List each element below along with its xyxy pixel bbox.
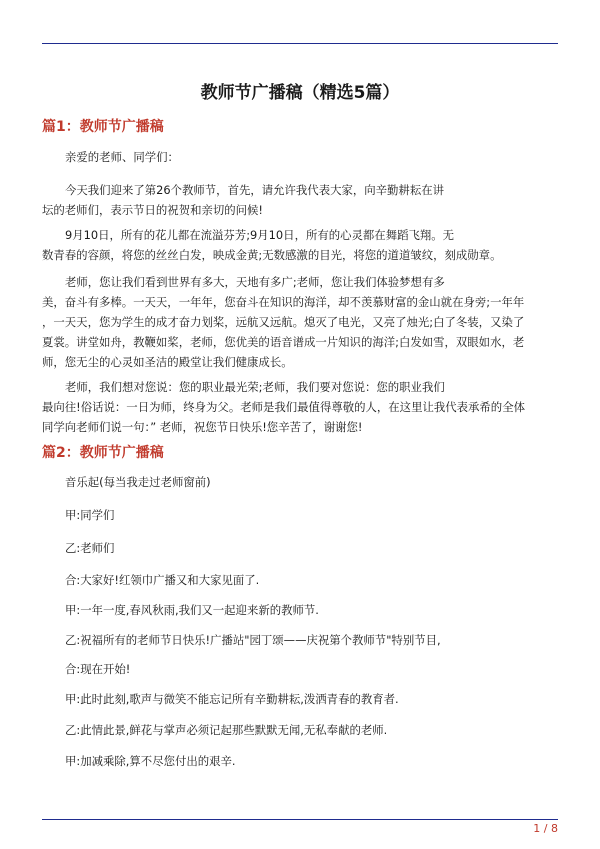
- paragraph-line: ，一天天，您为学生的成才奋力划桨，远航又远航。熄灭了电光，又亮了烛光;白了冬装，又染了: [42, 315, 525, 329]
- dialogue-line: 乙:此情此景,鲜花与掌声必须记起那些默默无闻,无私奉献的老师.: [65, 723, 388, 737]
- paragraph-line: 老师，您让我们看到世界有多大，天地有多广;老师，您让我们体验梦想有多: [65, 275, 445, 289]
- paragraph-line: 今天我们迎来了第26个教师节，首先，请允许我代表大家，向辛勤耕耘在讲: [65, 183, 444, 197]
- paragraph-line: 师，您无尘的心灵如圣洁的殿堂让我们健康成长。: [42, 355, 293, 369]
- paragraph-line: 数青春的容颜，将您的丝丝白发，映成金黄;无数感激的目光，将您的道道皱纹，刻成勋章。: [42, 248, 502, 262]
- page-indicator: 1 / 8: [533, 822, 558, 835]
- greeting: [42, 147, 558, 167]
- paragraph-3: [42, 272, 558, 372]
- paragraph-line: 9月10日，所有的花儿都在流溢芬芳;9月10日，所有的心灵都在舞蹈飞翔。无: [65, 228, 455, 242]
- paragraph-line: 美，奋斗有多棒。一天天，一年年，您奋斗在知识的海洋，却不羡慕财富的金山就在身旁;一年年: [42, 295, 525, 309]
- paragraph-line: 坛的老师们，表示节日的祝贺和亲切的问候!: [42, 203, 263, 217]
- dialogue-line: 甲:一年一度,春风秋雨,我们又一起迎来新的教师节.: [65, 603, 319, 617]
- top-rule: [42, 43, 558, 44]
- paragraph-line: 同学向老师们说一句：” 老师，祝您节日快乐!您辛苦了，谢谢您!: [42, 420, 363, 434]
- document-title: 教师节广播稿（精选5篇）: [200, 83, 400, 103]
- dialogue-line: 甲:同学们: [65, 508, 115, 522]
- dialogue-line: 乙:老师们: [65, 541, 115, 555]
- dialogue-line: 合:现在开始!: [65, 662, 131, 676]
- paragraph-2: [42, 225, 558, 265]
- dialogue-line: 乙:祝福所有的老师节日快乐!广播站"园丁颂——庆祝第个教师节"特别节目,: [65, 633, 441, 647]
- dialogue-line: 甲:加减乘除,算不尽您付出的艰辛.: [65, 754, 236, 768]
- paragraph-1: [42, 180, 558, 220]
- paragraph-line: 老师，我们想对您说：您的职业最光荣;老师，我们要对您说：您的职业我们: [65, 380, 445, 394]
- paragraph-line: 最向往!俗话说：一日为师，终身为父。老师是我们最值得尊敬的人，在这里让我代表承希的全体: [42, 400, 525, 414]
- section-2-heading: 篇2：教师节广播稿: [42, 445, 164, 461]
- dialogue-line: 合:大家好!红领巾广播又和大家见面了.: [65, 573, 260, 587]
- bottom-rule: [42, 819, 558, 820]
- dialogue-line: 音乐起(每当我走过老师窗前): [65, 475, 211, 489]
- greeting-line: 亲爱的老师、同学们：: [65, 150, 179, 164]
- paragraph-line: 夏裳。讲堂如舟，教鞭如桨，老师，您优美的语音谱成一片知识的海洋;白发如雪，双眼如水，老: [42, 335, 525, 349]
- dialogue-line: 甲:此时此刻,歌声与微笑不能忘记所有辛勤耕耘,泼洒青春的教育者.: [65, 692, 399, 706]
- paragraph-4: [42, 377, 558, 437]
- section-1-heading: 篇1：教师节广播稿: [42, 119, 164, 135]
